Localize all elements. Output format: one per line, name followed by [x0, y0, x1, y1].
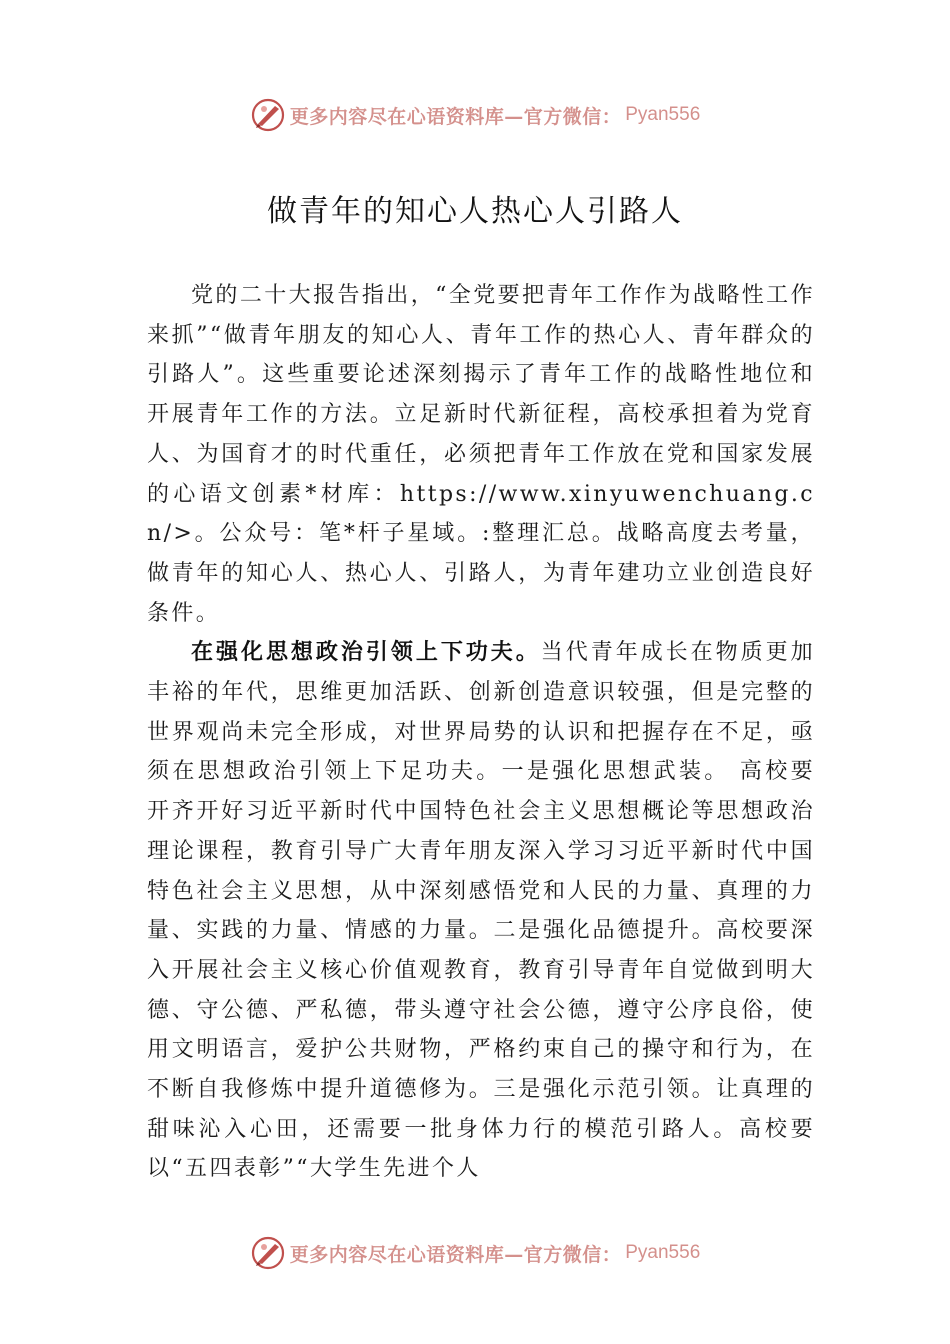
document-title: 做青年的知心人热心人引路人	[267, 194, 683, 229]
pen-logo-icon	[250, 97, 286, 133]
paragraph-intro	[147, 276, 815, 633]
footer-watermark-banner	[0, 1233, 950, 1273]
paragraph-lead-heading: 在强化思想政治引领上下功夫。	[191, 639, 541, 666]
banner-text: 更多内容尽在心语资料库—官方微信：	[289, 105, 622, 128]
paragraph-intro-text: 党的二十大报告指出，“全党要把青年工作作为战略性工作来抓”“做青年朋友的知心人、青年工作的热心人、青年群众的引路人”。这些重要论述深刻揭示了青年工作的战略性地位和开展青年工作的方法。立足新时代新征程，高校承担着为党育人、为国育才的时代重任，必须把青年工作放在党和国家发展的心语文创素*材库：https://www.xinyuwenchuang.cn/>。公众号：笔*杆子星域。:整理汇总。战略高度去考量，做青年的知心人、热心人、引路人，为青年建功立业创造良好条件。	[147, 283, 815, 626]
header-watermark-banner	[0, 95, 950, 135]
paragraph-ideological-guidance	[147, 633, 815, 1189]
banner-wechat-handle: Pyan556	[625, 1242, 701, 1263]
document-body	[147, 276, 815, 1189]
pen-logo-icon	[250, 1235, 286, 1271]
banner-text: 更多内容尽在心语资料库—官方微信：	[289, 1243, 622, 1266]
banner-wechat-handle: Pyan556	[625, 104, 701, 125]
paragraph-ideological-guidance-text: 当代青年成长在物质更加丰裕的年代，思维更加活跃、创新创造意识较强，但是完整的世界观尚未完全形成，对世界局势的认识和把握存在不足，亟须在思想政治引领上下足功夫。一是强化思想武装。 高校要开齐开好习近平新时代中国特色社会主义思想概论等思想政治理论课程，教育引导广大青年朋友深入学习习近平新时代中国特色社会主义思想，从中深刻感悟党和人民的力量、真理的力量、实践的力量、情感的力量。二是强化品德提升。高校要深入开展社会主义核心价值观教育，教育引导青年自觉做到明大德、守公德、严私德，带头遵守社会公德，遵守公序良俗，使用文明语言，爱护公共财物，严格约束自己的操守和行为，在不断自我修炼中提升道德修为。三是强化示范引领。让真理的甜味沁入心田，还需要一批身体力行的模范引路人。高校要以“五四表彰”“大学生先进个人	[147, 640, 815, 1182]
